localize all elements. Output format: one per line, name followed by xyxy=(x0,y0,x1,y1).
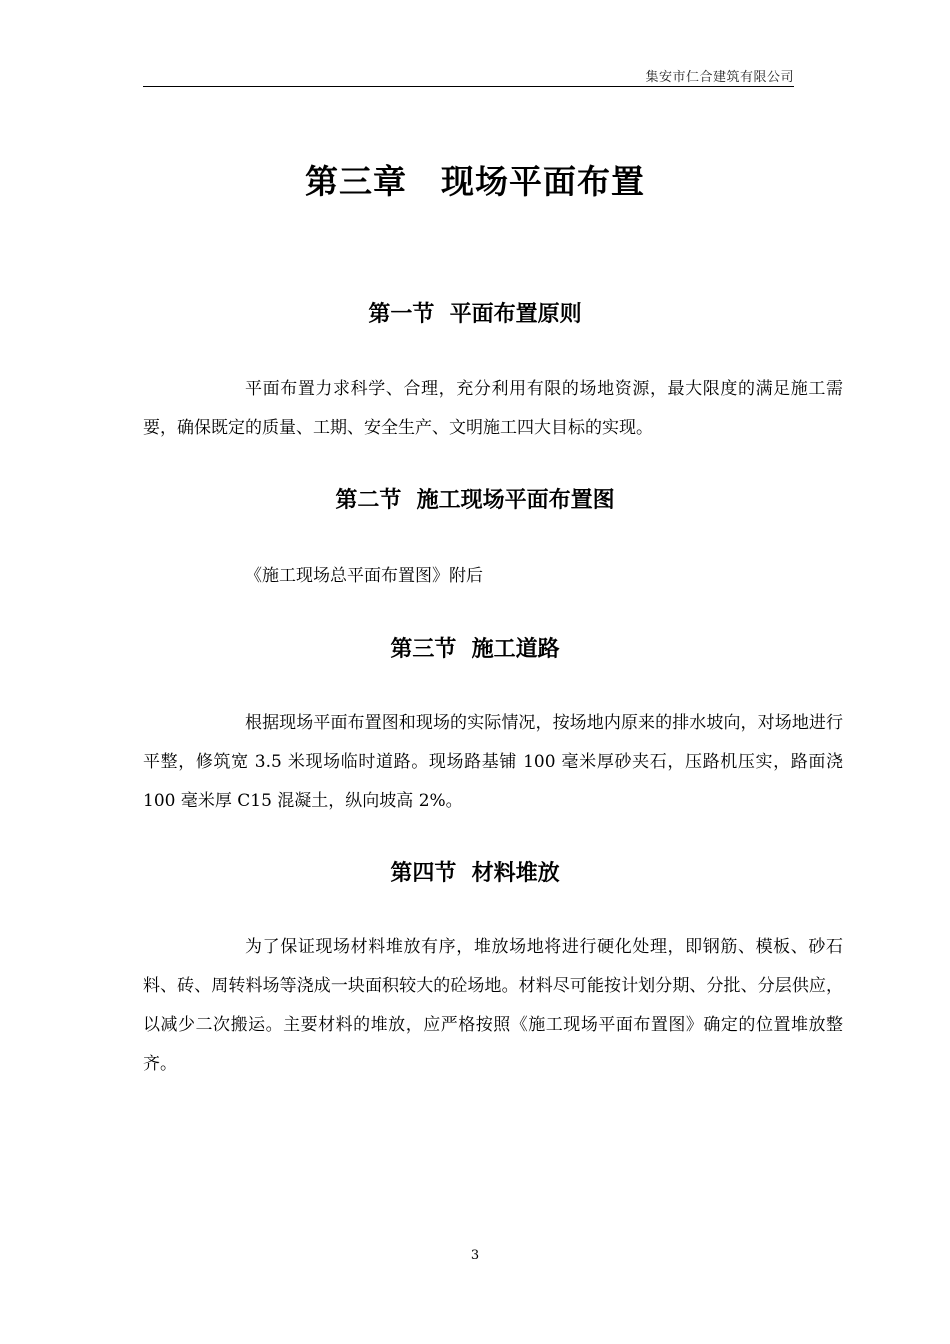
section-3-title: 第三节 施工道路 xyxy=(390,637,560,662)
section-3-paragraph: 根据现场平面布置图和现场的实际情况，按场地内原来的排水坡向，对场地进行平整，修筑宽 3.5 米现场临时道路。现场路基铺 100 毫米厚砂夹石，压路机压实，路面浇 100 毫米厚 C15 混凝土，纵向坡高 2%。 xyxy=(143,713,843,811)
section-1-paragraph: 平面布置力求科学、合理，充分利用有限的场地资源，最大限度的满足施工需要，确保既定的质量、工期、安全生产、文明施工四大目标的实现。 xyxy=(143,379,843,438)
section-2-title: 第二节 施工现场平面布置图 xyxy=(335,488,615,513)
section-2-paragraph: 《施工现场总平面布置图》附后 xyxy=(245,566,483,586)
chapter-title: 第三章 现场平面布置 xyxy=(305,162,645,201)
section-4-title: 第四节 材料堆放 xyxy=(390,861,560,886)
header-company-name: 集安市仁合建筑有限公司 xyxy=(645,70,794,85)
section-1-title: 第一节 平面布置原则 xyxy=(368,302,582,327)
header-rule xyxy=(143,86,794,87)
page-number: 3 xyxy=(470,1248,480,1263)
section-4-paragraph: 为了保证现场材料堆放有序，堆放场地将进行硬化处理，即钢筋、模板、砂石料、砖、周转料场等浇成一块面积较大的砼场地。材料尽可能按计划分期、分批、分层供应，以减少二次搬运。主要材料的堆放，应严格按照《施工现场平面布置图》确定的位置堆放整齐。 xyxy=(143,937,843,1074)
